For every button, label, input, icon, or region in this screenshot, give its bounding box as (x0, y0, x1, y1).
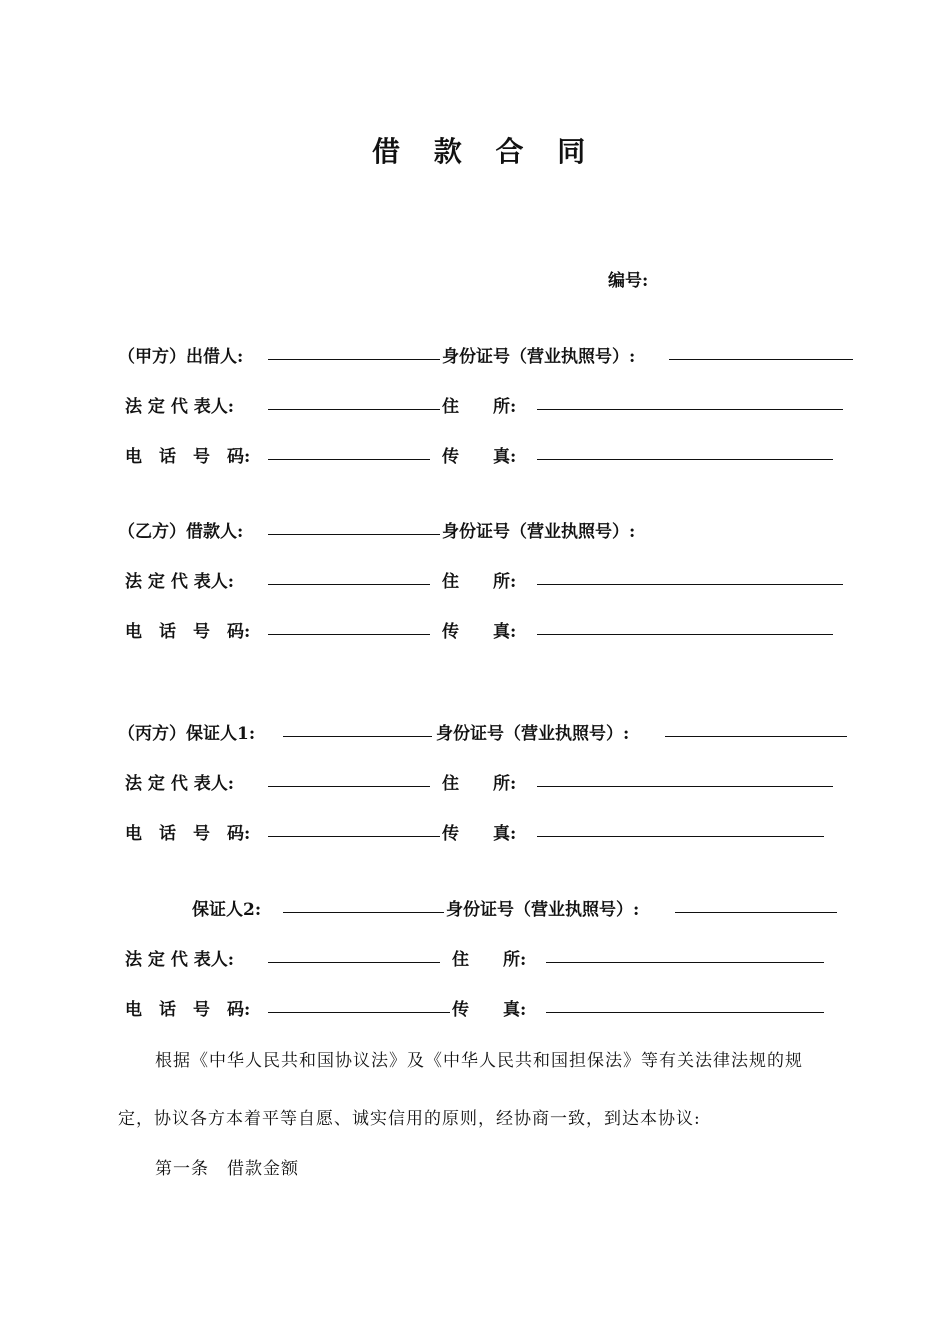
party-c1-name-label: （丙方）保证人1: (118, 724, 256, 744)
party-c2-id-label: 身份证号（营业执照号）: (446, 900, 640, 920)
party-c1-name-field[interactable] (283, 736, 432, 737)
party-c1-address-label: 住 所: (442, 774, 517, 794)
party-c2-name-label: 保证人2: (192, 900, 262, 920)
party-b-address-field[interactable] (537, 584, 843, 585)
party-b-rep-label: 法 定 代 表人: (125, 572, 235, 592)
intro-paragraph-line-2: 定，协议各方本着平等自愿、诚实信用的原则，经协商一致，到达本协议: (118, 1109, 701, 1129)
party-c1-fax-field[interactable] (537, 836, 824, 837)
party-a-rep-label: 法 定 代 表人: (125, 397, 235, 417)
contract-title: 借 款 合 同 (372, 135, 598, 168)
party-b-id-label: 身份证号（营业执照号）: (442, 522, 636, 542)
party-c2-phone-field[interactable] (268, 1012, 450, 1013)
party-b-phone-field[interactable] (268, 634, 430, 635)
party-c1-id-field[interactable] (665, 736, 847, 737)
party-c1-fax-label: 传 真: (442, 824, 517, 844)
party-a-fax-field[interactable] (537, 459, 833, 460)
party-a-name-field[interactable] (268, 359, 440, 360)
party-a-address-field[interactable] (537, 409, 843, 410)
party-a-fax-label: 传 真: (442, 447, 517, 467)
party-c2-address-field[interactable] (546, 962, 824, 963)
party-b-fax-field[interactable] (537, 634, 833, 635)
party-c1-phone-label: 电 话 号 码: (125, 824, 251, 844)
party-a-phone-field[interactable] (268, 459, 430, 460)
party-c1-phone-field[interactable] (268, 836, 440, 837)
party-c2-address-label: 住 所: (452, 950, 527, 970)
party-a-address-label: 住 所: (442, 397, 517, 417)
party-c2-id-field[interactable] (675, 912, 837, 913)
party-b-fax-label: 传 真: (442, 622, 517, 642)
intro-paragraph-line-1: 根据《中华人民共和国协议法》及《中华人民共和国担保法》等有关法律法规的规 (155, 1051, 803, 1071)
party-c2-name-field[interactable] (283, 912, 444, 913)
party-a-name-label: （甲方）出借人: (118, 347, 244, 367)
party-c2-fax-field[interactable] (546, 1012, 824, 1013)
party-c2-fax-label: 传 真: (452, 1000, 527, 1020)
party-a-id-label: 身份证号（营业执照号）: (442, 347, 636, 367)
article-1-heading: 第一条 借款金额 (155, 1159, 299, 1179)
party-b-name-field[interactable] (268, 534, 440, 535)
party-a-rep-field[interactable] (268, 409, 440, 410)
party-c2-rep-field[interactable] (268, 962, 440, 963)
party-c1-rep-field[interactable] (268, 786, 430, 787)
party-c1-address-field[interactable] (537, 786, 833, 787)
party-b-rep-field[interactable] (268, 584, 430, 585)
party-b-address-label: 住 所: (442, 572, 517, 592)
party-a-id-field[interactable] (669, 359, 853, 360)
party-c2-phone-label: 电 话 号 码: (125, 1000, 251, 1020)
party-b-name-label: （乙方）借款人: (118, 522, 244, 542)
party-c1-id-label: 身份证号（营业执照号）: (436, 724, 630, 744)
party-c1-rep-label: 法 定 代 表人: (125, 774, 235, 794)
party-a-phone-label: 电 话 号 码: (125, 447, 251, 467)
party-b-phone-label: 电 话 号 码: (125, 622, 251, 642)
contract-number-label: 编号: (608, 271, 649, 291)
party-c2-rep-label: 法 定 代 表人: (125, 950, 235, 970)
